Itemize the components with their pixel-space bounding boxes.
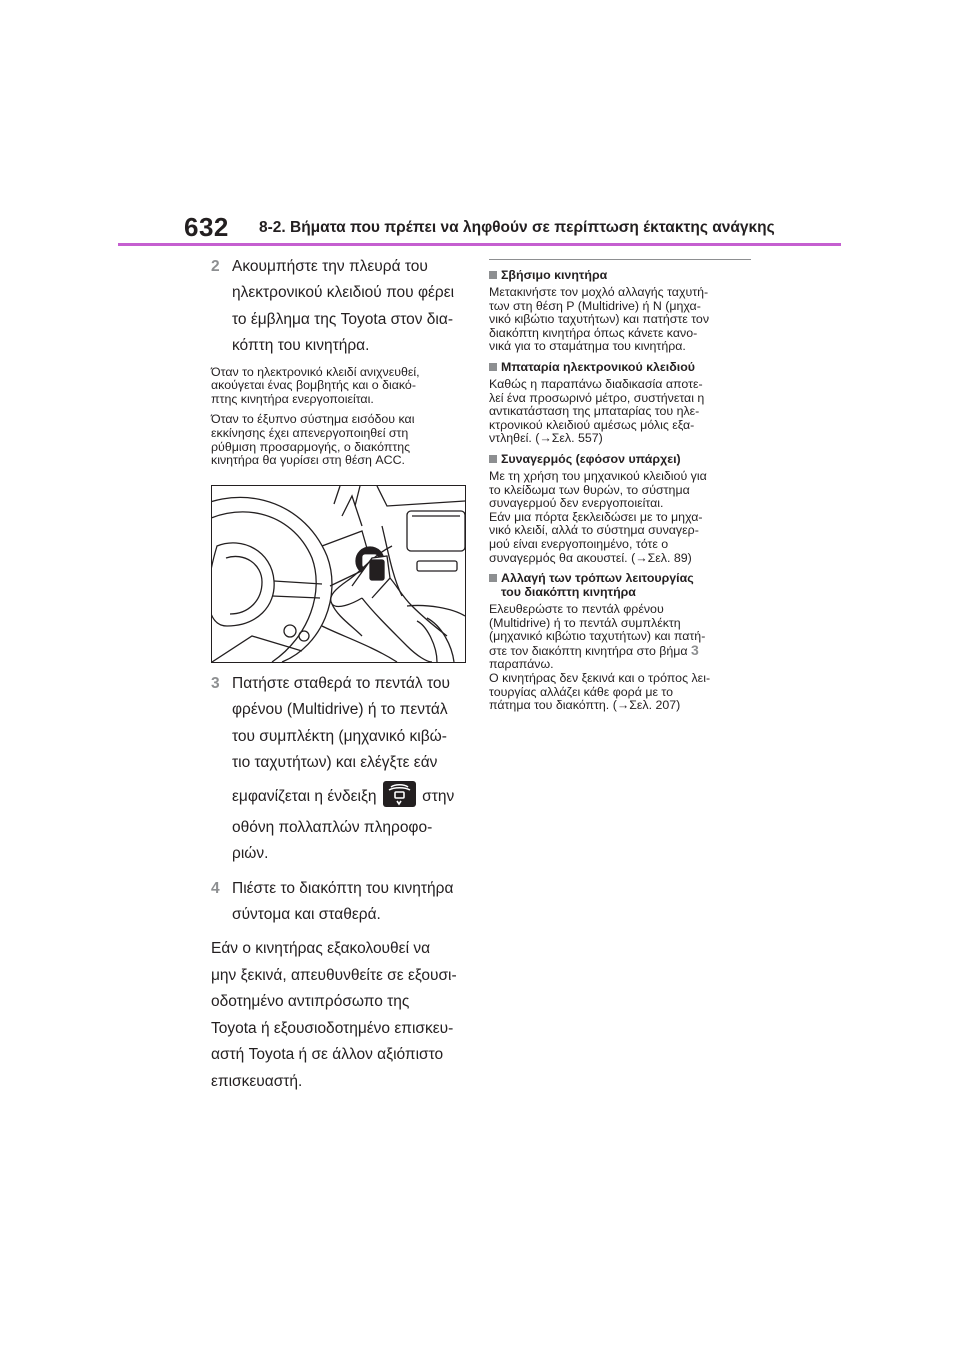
text-line: ηλεκτρονικού κλειδιού που φέρει — [232, 284, 455, 302]
text-line: Πιέστε το διακόπτη του κινητήρα — [232, 879, 454, 897]
bullet-square-icon — [489, 363, 497, 371]
bullet-square-icon — [489, 271, 497, 279]
section-heading — [489, 452, 751, 466]
step-text — [232, 254, 469, 360]
text-line: Εάν μια πόρτα ξεκλειδώσει με το μηχα- — [489, 509, 703, 524]
key-on-switch-illustration — [211, 485, 466, 663]
text-line: ακούγεται ένας βομβητής και ο διακό- — [211, 378, 416, 393]
text-line: φρένου (Multidrive) ή το πεντάλ — [232, 701, 448, 719]
text-line: αντικατάσταση της μπαταρίας του ηλε- — [489, 404, 700, 419]
note-acc — [211, 413, 469, 467]
section-body — [489, 470, 751, 565]
column-rule — [489, 259, 751, 260]
text-line: εκκίνησης έχει απενεργοποιηθεί στη — [211, 426, 409, 440]
section-heading — [489, 268, 751, 282]
step-reference: 3 — [691, 641, 699, 658]
text-fragment: στην — [422, 788, 455, 806]
text-line: (Multidrive) ή το πεντάλ συμπλέκτη — [489, 615, 681, 630]
section-switch-modes — [489, 571, 751, 713]
text-line: του συμπλέκτη (μηχανικό κιβώ- — [232, 727, 447, 745]
text-line: Καθώς η παραπάνω διαδικασία αποτε- — [489, 376, 703, 391]
text-line: επισκευαστή. — [211, 1072, 303, 1090]
text-line: νικά για το σταμάτημα του κινητήρα. — [489, 339, 686, 354]
text-line: Ακουμπήστε την πλευρά του — [232, 258, 428, 275]
heading-text: Σβήσιμο κινητήρα — [501, 268, 608, 282]
text-line: Toyota ή εξουσιοδοτημένο επισκευ- — [211, 1019, 454, 1037]
text-line: Όταν το ηλεκτρονικό κλειδί ανιχνευθεί, — [211, 364, 420, 379]
text-line: οδοτημένο αντιπρόσωπο της — [211, 993, 410, 1011]
text-line: λεί ένα προσωρινό μέτρο, συστήνεται η — [489, 390, 705, 405]
section-body — [489, 603, 751, 713]
right-column — [489, 259, 751, 719]
page-number: 632 — [184, 212, 229, 242]
heading-text — [501, 571, 694, 599]
left-column — [211, 254, 469, 1095]
step-number: 3 — [211, 674, 220, 692]
step-2 — [211, 254, 469, 360]
text-line: Με τη χρήση του μηχανικού κλειδιού για — [489, 468, 707, 483]
text-line: παραπάνω. — [489, 657, 554, 672]
text-line: ριών. — [232, 845, 269, 863]
note-buzzer — [211, 366, 469, 407]
dashboard-drawing — [212, 486, 465, 662]
text-line: Μετακινήστε τον μοχλό αλλαγής ταχυτή- — [489, 285, 709, 299]
step-text — [232, 876, 469, 929]
section-key-battery — [489, 360, 751, 446]
text-line: πάτημα του διακόπτη. (→Σελ. 207) — [489, 698, 681, 713]
text-line: κινητήρα θα γυρίσει στη θέση ACC. — [211, 453, 405, 468]
bullet-square-icon — [489, 455, 497, 463]
step-text — [232, 671, 469, 868]
text-line: αστή Toyota ή σε άλλον αξιόπιστο — [211, 1046, 444, 1064]
step-3 — [211, 671, 469, 868]
text-line: νικό κιβώτιο ταχυτήτων) και πατήστε τον — [489, 312, 710, 327]
text-line: Ελευθερώστε το πεντάλ φρένου — [489, 602, 664, 617]
text-line: μην ξεκινά, απευθυνθείτε σε εξουσι- — [211, 966, 457, 984]
text-line: των στη θέση P (Multidrive) ή N (μηχα- — [489, 298, 701, 313]
closing-paragraph — [211, 936, 469, 1095]
text-line: κόπτη του κινητήρα. — [232, 337, 370, 355]
text-line: Πατήστε σταθερά το πεντάλ του — [232, 674, 450, 692]
text-line — [232, 781, 469, 810]
text-line: νικό κλειδί, αλλά το σύστημα συναγερ- — [489, 523, 699, 538]
text-line: οθόνη πολλαπλών πληροφο- — [232, 818, 433, 836]
text-line: Όταν το έξυπνο σύστημα εισόδου και — [211, 412, 415, 427]
section-body — [489, 286, 751, 354]
text-line: συναγερμού δεν ενεργοποιείται. — [489, 496, 664, 511]
text-fragment: εμφανίζεται η ένδειξη — [232, 788, 377, 806]
step-number: 4 — [211, 879, 220, 897]
text-fragment: στε τον διακόπτη κινητήρα στο βήμα — [489, 643, 692, 658]
section-heading — [489, 571, 751, 599]
text-line: ρύθμιση προσαρμογής, ο διακόπτης — [211, 439, 411, 454]
section-engine-stop — [489, 268, 751, 354]
text-line: το έμβλημα της Toyota στον δια- — [232, 310, 453, 328]
heading-line: Αλλαγή των τρόπων λειτουργίας — [501, 571, 694, 586]
heading-line: του διακόπτη κινητήρα — [501, 585, 636, 600]
text-line: (μηχανικό κιβώτιο ταχυτήτων) και πατή- — [489, 629, 706, 644]
step-number: 2 — [211, 258, 220, 275]
text-line: συναγερμός θα ακουστεί. (→Σελ. 89) — [489, 550, 692, 565]
text-line: μού είναι ενεργοποιημένο, τότε ο — [489, 536, 669, 551]
heading-text: Συναγερμός (εφόσον υπάρχει) — [501, 451, 681, 466]
text-line: σύντομα και σταθερά. — [232, 906, 381, 924]
heading-text: Μπαταρία ηλεκτρονικού κλειδιού — [501, 359, 695, 374]
step-4 — [211, 876, 469, 929]
text-line: πτης κινητήρα ενεργοποιείται. — [211, 391, 374, 406]
section-body — [489, 378, 751, 446]
bullet-square-icon — [489, 574, 497, 582]
text-line: Ο κινητήρας δεν ξεκινά και ο τρόπος λει- — [489, 671, 711, 686]
text-line: ντληθεί. (→Σελ. 557) — [489, 431, 603, 446]
text-line: διακόπτη κινητήρα όπως κάνετε κανο- — [489, 325, 698, 340]
text-line: Εάν ο κινητήρας εξακολουθεί να — [211, 940, 431, 958]
section-title: 8-2. Βήματα που πρέπει να ληφθούν σε περίπτωση έκτακτης ανάγκης — [259, 219, 775, 236]
header-rule — [118, 243, 841, 246]
text-line — [489, 641, 751, 659]
section-alarm — [489, 452, 751, 565]
text-line: τιο ταχυτήτων) και ελέγξτε εάν — [232, 754, 438, 771]
text-line: τουργίας αλλάζει κάθε φορά με το — [489, 684, 674, 699]
brake-indicator-icon — [383, 781, 416, 807]
text-line: το κλείδωμα των θυρών, το σύστημα — [489, 482, 690, 497]
text-line: κτρονικού κλειδιού αμέσως μόλις εξα- — [489, 417, 695, 432]
section-heading — [489, 360, 751, 374]
